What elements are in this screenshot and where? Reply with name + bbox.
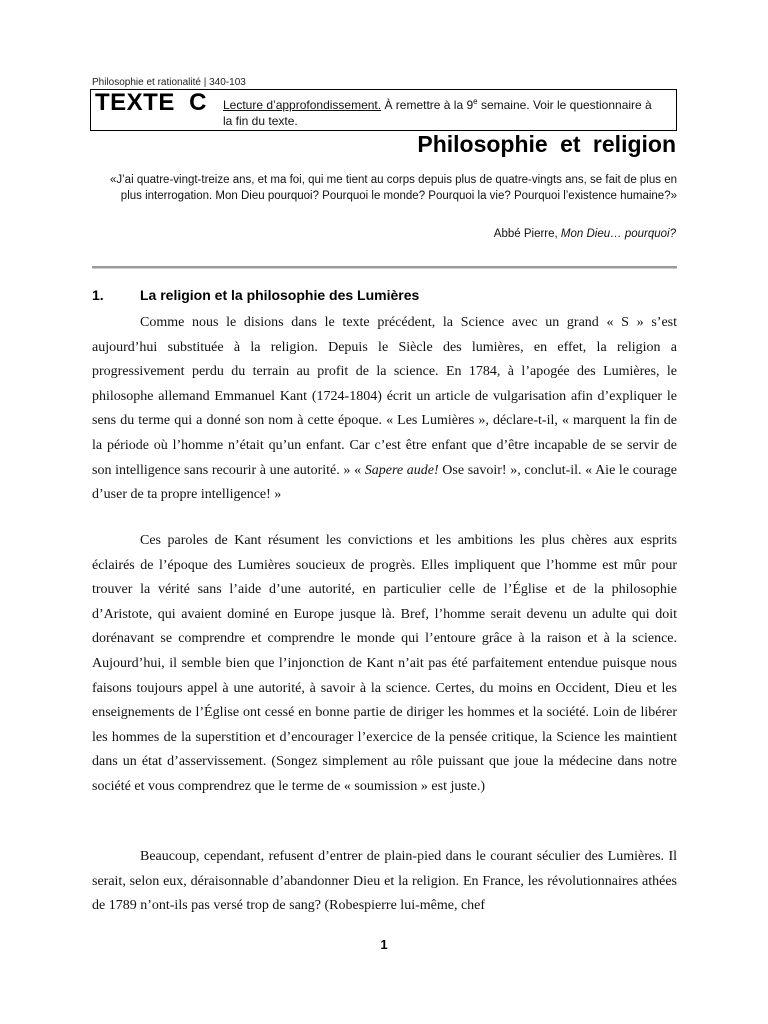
section-title: La religion et la philosophie des Lumières	[140, 287, 420, 303]
texte-desc-sup: e	[473, 97, 478, 106]
document-title: Philosophie et religion	[417, 131, 676, 157]
epigraph-author: Abbé Pierre,	[493, 228, 561, 240]
page-number: 1	[380, 937, 388, 952]
section-heading	[92, 287, 419, 303]
running-header: Philosophie et rationalité | 340-103	[92, 77, 246, 88]
paragraph-1-text-a: Comme nous le disions dans le texte précédent, la Science avec un grand « S » s’est aujourd’hui substituée à la religion. Depuis le Siècle des lumières, en effet, la religion a progressivement perdu du terrain au profit de la science. En 1784, à l’apogée des Lumières, le philosophe allemand Emmanuel Kant (1724-1804) écrit un article de vulgarisation afin d’expliquer le sens du terme qui a donné son nom à cette époque. « Les Lumières », déclare-t-il, « marquent la fin de la période où l’homme n’était qu’un enfant. Car c’est être enfant que d’être incapable de se servir de son intelligence sans recourir à une autorité. » «	[92, 315, 677, 478]
texte-box	[90, 89, 677, 131]
texte-reading-type: Lecture d’approfondissement.	[223, 98, 382, 112]
section-divider	[92, 266, 677, 269]
epigraph-attribution	[494, 228, 676, 240]
texte-desc-after: semaine. Voir le questionnaire à la fin du texte.	[223, 98, 652, 128]
body-paragraph-2: Ces paroles de Kant résument les convictions et les ambitions les plus chères aux esprits éclairés de l’époque des Lumières soucieux de progrès. Elles impliquent que l’homme est mûr pour trouver la vérité sans l’aide d’une autorité, en particulier celle de l’Église et de la philosophie d’Aristote, qui avaient dominé en Europe jusque là. Bref, l’homme serait devenu un adulte qui doit dorénavant se comprendre et comprendre le monde qui l’entoure grâce à la raison et à la science. Aujourd’hui, il semble bien que l’injonction de Kant n’ait pas été parfaitement entendue puisque nous faisons toujours appel à une autorité, à savoir à la science. Certes, du moins en Occident, Dieu et les enseignements de l’Église ont cessé en bonne partie de diriger les hommes et la société. Loin de libérer les hommes de la superstition et d’encourager l’exercice de la pensée critique, la Science les maintient dans un état d’asservissement. (Songez simplement au rôle puissant que joue la médecine dans notre société et vous comprendrez que le terme de « soumission » est juste.)	[92, 533, 677, 794]
epigraph-quote: «J’ai quatre-vingt-treize ans, et ma foi, qui me tient au corps depuis plus de quatre-vingts ans, se fait de plus en plus interrogation. Mon Dieu pourquoi? Pourquoi le monde? Pourquoi la vie? Pourquoi l’existence humaine?»	[109, 174, 677, 202]
paragraph-1-text-b: Ose savoir! », conclut-il. « Aie le courage d’user de ta propre intelligence! »	[92, 462, 677, 503]
body-paragraph-1	[92, 311, 677, 508]
body-paragraph-3: Beaucoup, cependant, refusent d’entrer de plain-pied dans le courant séculier des Lumières. Il serait, selon eux, déraisonnable d’abandonner Dieu et la religion. En France, les révolutionnaires athées de 1789 n’ont-ils pas versé trop de sang? (Robespierre lui-même, chef	[92, 849, 677, 914]
epigraph-work: Mon Dieu… pourquoi?	[560, 228, 676, 240]
section-number: 1.	[92, 287, 104, 303]
texte-description	[223, 97, 663, 129]
paragraph-1-latin: Sapere aude!	[364, 462, 439, 478]
texte-desc-before: À remettre à la 9	[381, 98, 474, 112]
texte-label: TEXTE C	[95, 89, 208, 116]
